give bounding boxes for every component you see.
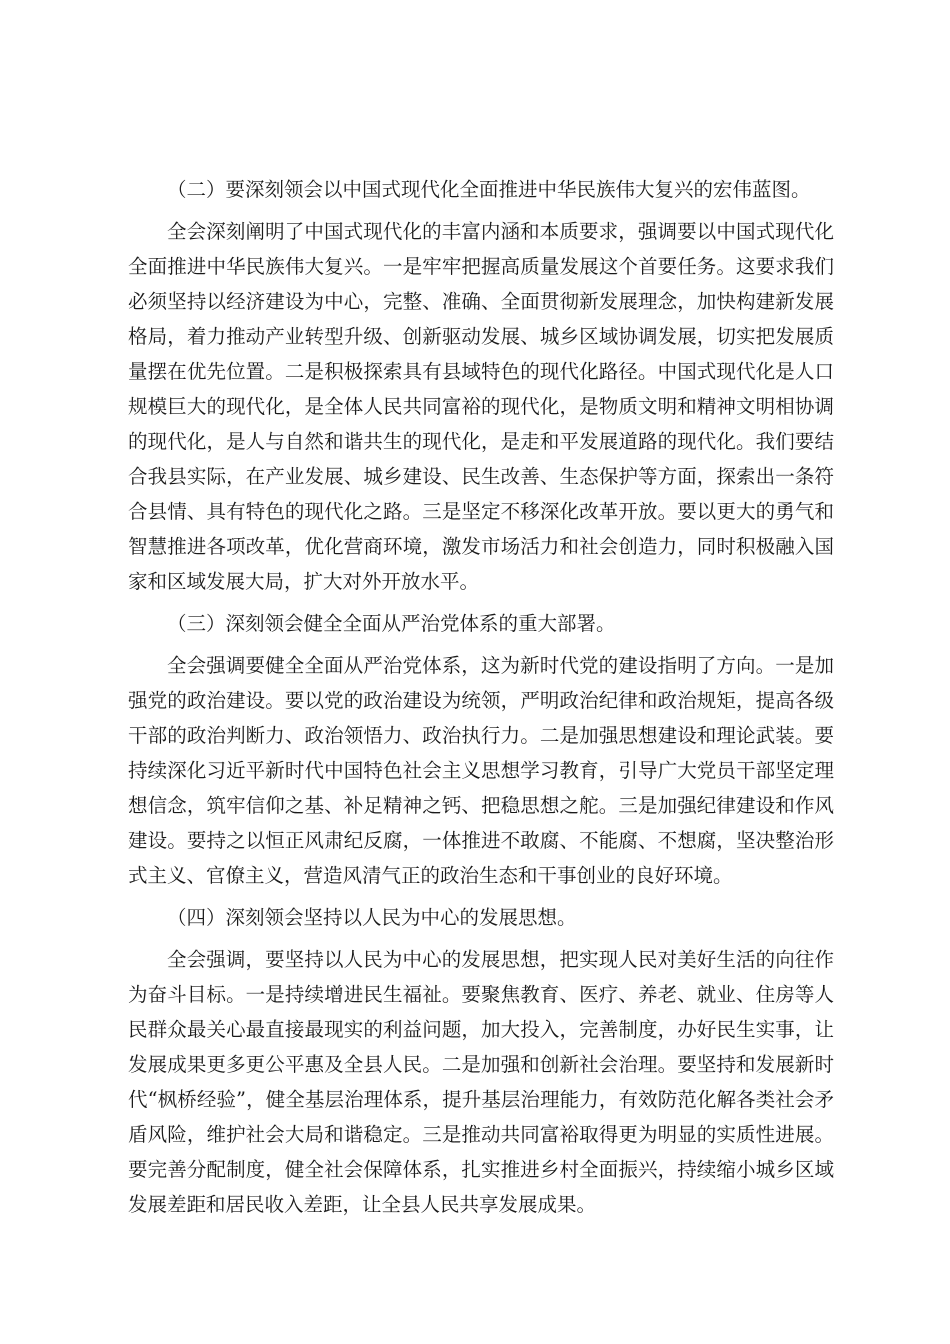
- section-paragraph: 全会强调，要坚持以人民为中心的发展思想，把实现人民对美好生活的向往作为奋斗目标。一是持续增进民生福祉。要聚焦教育、医疗、养老、就业、住房等人民群众最关心最直接最现实的利益问题，加大投入，完善制度，办好民生实事，让发展成果更多更公平惠及全县人民。二是加强和创新社会治理。要坚持和发展新时代“枫桥经验”，健全基层治理体系，提升基层治理能力，有效防范化解各类社会矛盾风险，维护社会大局和谐稳定。三是推动共同富裕取得更为明显的实质性进展。要完善分配制度，健全社会保障体系，扎实推进乡村全面振兴，持续缩小城乡区域发展差距和居民收入差距，让全县人民共享发展成果。: [128, 948, 834, 1216]
- section-2: [128, 172, 834, 599]
- document-body: [128, 172, 834, 1229]
- section-paragraph: 全会深刻阐明了中国式现代化的丰富内涵和本质要求，强调要以中国式现代化全面推进中华民族伟大复兴。一是牢牢把握高质量发展这个首要任务。这要求我们必须坚持以经济建设为中心，完整、准确、全面贯彻新发展理念，加快构建新发展格局，着力推动产业转型升级、创新驱动发展、城乡区域协调发展，切实把发展质量摆在优先位置。二是积极探索具有县域特色的现代化路径。中国式现代化是人口规模巨大的现代化，是全体人民共同富裕的现代化，是物质文明和精神文明相协调的现代化，是人与自然和谐共生的现代化，是走和平发展道路的现代化。我们要结合我县实际，在产业发展、城乡建设、民生改善、生态保护等方面，探索出一条符合县情、具有特色的现代化之路。三是坚定不移深化改革开放。要以更大的勇气和智慧推进各项改革，优化营商环境，激发市场活力和社会创造力，同时积极融入国家和区域发展大局，扩大对外开放水平。: [128, 220, 834, 593]
- section-heading: （二）要深刻领会以中国式现代化全面推进中华民族伟大复兴的宏伟蓝图。: [167, 178, 811, 201]
- section-heading: （四）深刻领会坚持以人民为中心的发展思想。: [167, 906, 577, 929]
- section-4: [128, 900, 834, 1222]
- section-paragraph: 全会强调要健全全面从严治党体系，这为新时代党的建设指明了方向。一是加强党的政治建设。要以党的政治建设为统领，严明政治纪律和政治规矩，提高各级干部的政治判断力、政治领悟力、政治执行力。二是加强思想建设和理论武装。要持续深化习近平新时代中国特色社会主义思想学习教育，引导广大党员干部坚定理想信念，筑牢信仰之基、补足精神之钙、把稳思想之舵。三是加强纪律建设和作风建设。要持之以恒正风肃纪反腐，一体推进不敢腐、不能腐、不想腐，坚决整治形式主义、官僚主义，营造风清气正的政治生态和干事创业的良好环境。: [128, 654, 834, 887]
- section-3: [128, 606, 834, 893]
- section-heading: （三）深刻领会健全全面从严治党体系的重大部署。: [167, 612, 616, 635]
